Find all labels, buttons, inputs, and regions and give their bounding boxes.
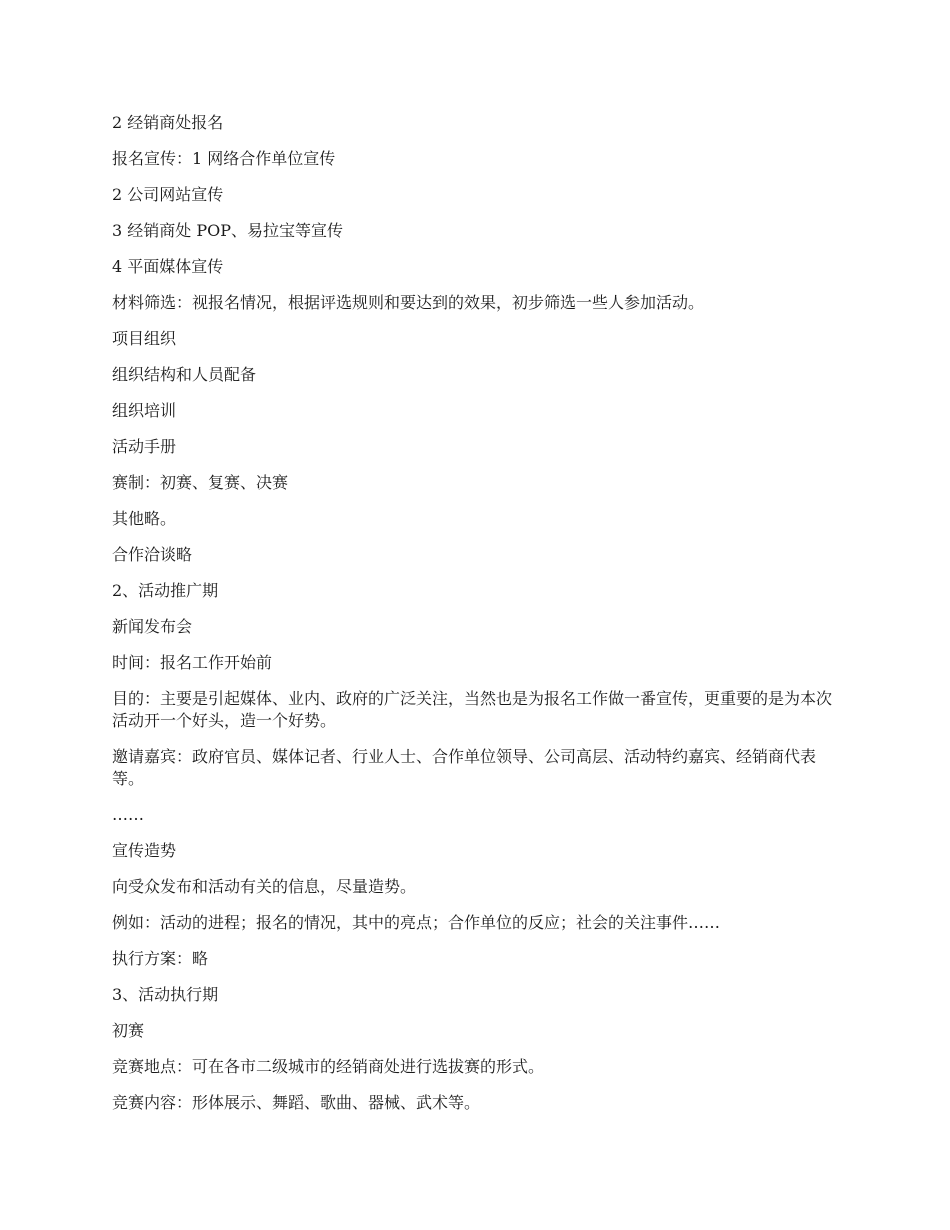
paragraph: 3 经销商处 POP、易拉宝等宣传 xyxy=(112,221,344,240)
paragraph: …… xyxy=(112,805,144,824)
paragraph: 竞赛内容：形体展示、舞蹈、歌曲、器械、武术等。 xyxy=(112,1093,481,1112)
paragraph: 组织结构和人员配备 xyxy=(112,365,257,384)
paragraph: 活动手册 xyxy=(112,437,177,456)
paragraph: 竞赛地点：可在各市二级城市的经销商处进行选拔赛的形式。 xyxy=(112,1057,545,1076)
paragraph: 2 经销商处报名 xyxy=(112,113,224,132)
document-page xyxy=(112,112,842,1128)
paragraph: 向受众发布和活动有关的信息，尽量造势。 xyxy=(112,877,417,896)
paragraph: 宣传造势 xyxy=(112,841,177,860)
paragraph: 3、活动执行期 xyxy=(112,985,219,1004)
paragraph: 初赛 xyxy=(112,1021,145,1040)
paragraph: 例如：活动的进程；报名的情况，其中的亮点；合作单位的反应；社会的关注事件…… xyxy=(112,913,721,932)
paragraph: 新闻发布会 xyxy=(112,617,193,636)
paragraph: 组织培训 xyxy=(112,401,177,420)
paragraph: 执行方案：略 xyxy=(112,949,209,968)
paragraph: 邀请嘉宾：政府官员、媒体记者、行业人士、合作单位领导、公司高层、活动特约嘉宾、经销商代表等。 xyxy=(112,747,817,788)
paragraph: 目的：主要是引起媒体、业内、政府的广泛关注，当然也是为报名工作做一番宣传，更重要的是为本次活动开一个好头，造一个好势。 xyxy=(112,689,833,730)
paragraph: 合作洽谈略 xyxy=(112,545,193,564)
paragraph: 2、活动推广期 xyxy=(112,581,219,600)
paragraph: 赛制：初赛、复赛、决赛 xyxy=(112,473,289,492)
paragraph: 2 公司网站宣传 xyxy=(112,185,224,204)
paragraph: 报名宣传：1 网络合作单位宣传 xyxy=(112,149,336,168)
paragraph: 其他略。 xyxy=(112,509,177,528)
paragraph: 材料筛选：视报名情况，根据评选规则和要达到的效果，初步筛选一些人参加活动。 xyxy=(112,293,705,312)
paragraph: 4 平面媒体宣传 xyxy=(112,257,224,276)
paragraph: 项目组织 xyxy=(112,329,177,348)
paragraph: 时间：报名工作开始前 xyxy=(112,653,273,672)
